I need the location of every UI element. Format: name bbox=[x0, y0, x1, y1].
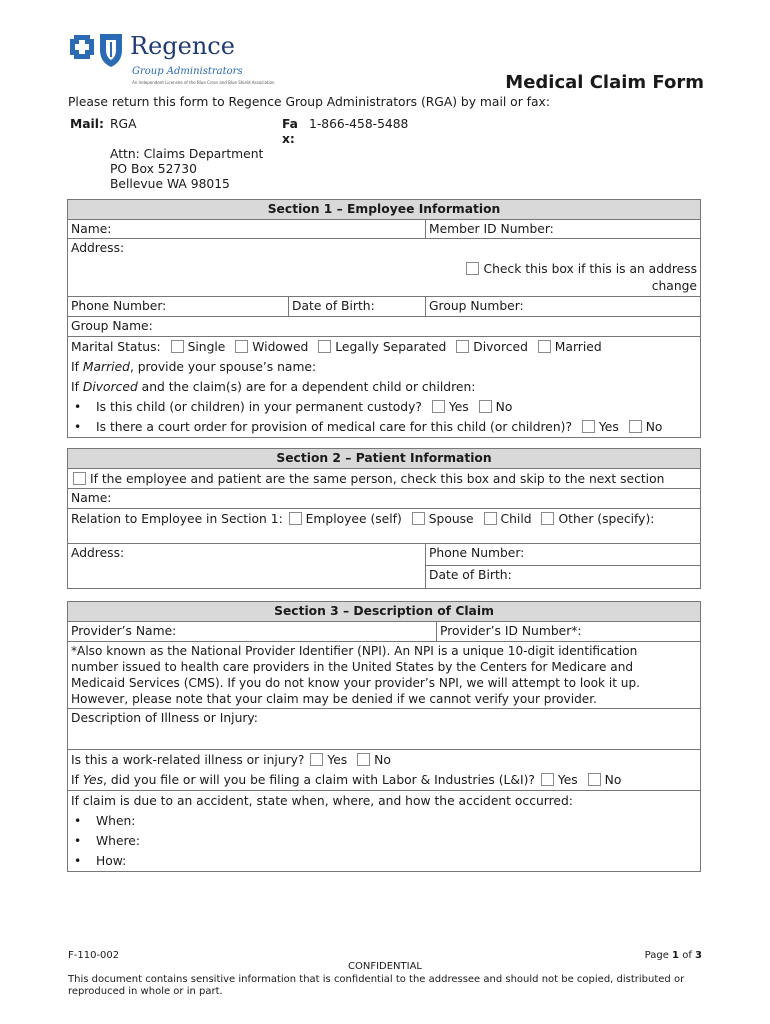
member-id-label: Member ID Number: bbox=[429, 222, 554, 236]
group-number-field[interactable] bbox=[425, 297, 700, 316]
provider-name-field[interactable] bbox=[68, 622, 436, 641]
spouse-prompt-text: , provide your spouse’s name: bbox=[129, 360, 317, 374]
employee-phone-label: Phone Number: bbox=[71, 299, 167, 313]
spouse-label: Spouse bbox=[428, 512, 474, 526]
child-checkbox[interactable] bbox=[484, 512, 497, 525]
court-order-question-text: Is there a court order for provision of medical care for this child (or children)? bbox=[96, 420, 572, 434]
no-label: No bbox=[645, 420, 663, 434]
member-id-field[interactable] bbox=[425, 220, 700, 238]
if-text: If bbox=[71, 360, 79, 374]
patient-dob-field[interactable] bbox=[426, 566, 700, 584]
mail-label: Mail: bbox=[70, 117, 104, 131]
patient-dob-label: Date of Birth: bbox=[429, 568, 512, 582]
spouse-name-prompt[interactable] bbox=[68, 357, 700, 377]
page-of: of bbox=[682, 950, 692, 961]
form-code: F-110-002 bbox=[68, 950, 120, 961]
npi-note-line: number issued to health care providers in the United States by the Centers for Medicare and bbox=[71, 660, 634, 674]
npi-note-line: However, please note that your claim may be denied if we cannot verify your provider. bbox=[71, 692, 597, 706]
section-1-title: Section 1 – Employee Information bbox=[68, 200, 700, 220]
widowed-label: Widowed bbox=[252, 340, 309, 354]
other-label: Other (specify): bbox=[558, 512, 655, 526]
accident-question: If claim is due to an accident, state when, where, and how the accident occurred: bbox=[71, 794, 573, 808]
patient-address-row bbox=[68, 544, 700, 588]
patient-address-label: Address: bbox=[71, 546, 125, 560]
no-label: No bbox=[604, 773, 622, 787]
work-related-yes-checkbox[interactable] bbox=[310, 753, 323, 766]
patient-contact-cell bbox=[425, 544, 700, 588]
section-2-title: Section 2 – Patient Information bbox=[68, 449, 700, 469]
patient-name-row bbox=[68, 489, 700, 509]
relation-label: Relation to Employee in Section 1: bbox=[71, 512, 283, 526]
accident-where-field[interactable] bbox=[68, 831, 700, 851]
employee-address-label: Address: bbox=[71, 241, 125, 255]
same-person-option bbox=[68, 469, 700, 489]
work-related-no-checkbox[interactable] bbox=[357, 753, 370, 766]
return-instructions: Please return this form to Regence Group Administrators (RGA) by mail or fax: bbox=[68, 95, 550, 109]
patient-name-field[interactable] bbox=[68, 489, 700, 508]
page-prefix: Page bbox=[644, 950, 669, 961]
section-3-title: Section 3 – Description of Claim bbox=[68, 602, 700, 622]
mail-line: PO Box 52730 bbox=[110, 162, 197, 176]
provider-name-label: Provider’s Name: bbox=[71, 624, 177, 638]
group-name-label: Group Name: bbox=[71, 319, 153, 333]
custody-question bbox=[68, 397, 700, 417]
legally-separated-checkbox[interactable] bbox=[318, 340, 331, 353]
work-related-question bbox=[68, 750, 700, 770]
li-no-checkbox[interactable] bbox=[588, 773, 601, 786]
divorced-prompt bbox=[68, 377, 700, 397]
legally-separated-label: Legally Separated bbox=[335, 340, 447, 354]
confidentiality-notice: This document contains sensitive information that is confidential to the addressee and should not be copied, distributed or reproduced in whole or in part. bbox=[68, 974, 685, 997]
divorced-word: Divorced bbox=[82, 380, 138, 394]
provider-id-field[interactable] bbox=[436, 622, 700, 641]
work-related-text: Is this a work-related illness or injury? bbox=[71, 753, 305, 767]
how-label: How: bbox=[96, 854, 127, 868]
patient-address-field[interactable] bbox=[68, 544, 425, 588]
work-related-row bbox=[68, 750, 700, 791]
li-claim-question bbox=[68, 770, 700, 790]
mail-address bbox=[110, 117, 263, 192]
relation-options bbox=[68, 509, 700, 529]
spouse-checkbox[interactable] bbox=[412, 512, 425, 525]
illness-description-label: Description of Illness or Injury: bbox=[71, 711, 258, 725]
no-label: No bbox=[495, 400, 513, 414]
li-claim-text: , did you file or will you be filing a claim with Labor & Industries (L&I)? bbox=[103, 773, 535, 787]
description-row bbox=[68, 709, 700, 750]
divorced-checkbox[interactable] bbox=[456, 340, 469, 353]
mail-line: Attn: Claims Department bbox=[110, 147, 264, 161]
patient-phone-label: Phone Number: bbox=[429, 546, 525, 560]
where-label: Where: bbox=[96, 834, 141, 848]
group-number-label: Group Number: bbox=[429, 299, 524, 313]
employee-self-label: Employee (self) bbox=[305, 512, 402, 526]
fax-label: Fax: bbox=[282, 117, 298, 146]
fax-number: 1-866-458-5488 bbox=[309, 117, 409, 131]
employee-phone-field[interactable] bbox=[68, 297, 288, 316]
address-change-label-cont: change bbox=[651, 279, 697, 293]
npi-note-line: *Also known as the National Provider Identifier (NPI). An NPI is a unique 10-digit identification bbox=[71, 644, 638, 658]
bullet-icon: • bbox=[74, 420, 82, 434]
illness-description-field[interactable] bbox=[68, 709, 700, 749]
address-change-option bbox=[460, 261, 697, 295]
npi-note-row bbox=[68, 642, 700, 709]
divorced-label: Divorced bbox=[473, 340, 528, 354]
regence-logo bbox=[70, 28, 275, 88]
marital-status-row bbox=[68, 337, 700, 357]
accident-block bbox=[68, 791, 700, 871]
provider-id-label: Provider’s ID Number*: bbox=[440, 624, 582, 638]
court-order-yes-checkbox[interactable] bbox=[582, 420, 595, 433]
brand-subtitle: Group Administrators bbox=[132, 66, 243, 77]
section-2-patient-information bbox=[67, 448, 701, 589]
child-label: Child bbox=[500, 512, 532, 526]
employee-address-field[interactable] bbox=[68, 239, 700, 296]
brand-name: Regence bbox=[130, 32, 235, 60]
address-change-checkbox[interactable] bbox=[466, 262, 479, 275]
page-indicator bbox=[560, 950, 702, 961]
page-total: 3 bbox=[695, 950, 702, 961]
custody-question-text: Is this child (or children) in your permanent custody? bbox=[96, 400, 422, 414]
provider-row bbox=[68, 622, 700, 642]
employee-dob-label: Date of Birth: bbox=[292, 299, 375, 313]
if-text: If bbox=[71, 380, 79, 394]
employee-address-row bbox=[68, 239, 700, 297]
mail-line: RGA bbox=[110, 117, 137, 131]
employee-self-checkbox[interactable] bbox=[289, 512, 302, 525]
address-change-label: Check this box if this is an address bbox=[483, 262, 697, 276]
yes-label: Yes bbox=[598, 420, 619, 434]
confidential-label: CONFIDENTIAL bbox=[347, 961, 422, 972]
patient-phone-field[interactable] bbox=[426, 544, 700, 566]
bullet-icon: • bbox=[74, 814, 82, 828]
li-yes-checkbox[interactable] bbox=[541, 773, 554, 786]
yes-word: Yes bbox=[82, 773, 104, 787]
same-person-label: If the employee and patient are the same person, check this box and skip to the next section bbox=[90, 472, 665, 486]
relation-row bbox=[68, 509, 700, 544]
mail-line bbox=[110, 132, 263, 147]
divorced-prompt-text: and the claim(s) are for a dependent child or children: bbox=[137, 380, 476, 394]
npi-note-line: Medicaid Services (CMS). If you do not know your provider’s NPI, we will attempt to look it up. bbox=[71, 676, 640, 690]
bullet-icon: • bbox=[74, 854, 82, 868]
accident-when-field[interactable] bbox=[68, 811, 700, 831]
form-title: Medical Claim Form bbox=[505, 72, 704, 93]
marital-status-block bbox=[68, 337, 700, 437]
brand-tagline: An Independent Licensee of the Blue Cross and Blue Shield Association bbox=[132, 80, 275, 85]
yes-label: Yes bbox=[557, 773, 578, 787]
yes-label: Yes bbox=[448, 400, 469, 414]
blue-cross-shield-icon bbox=[70, 28, 126, 68]
same-person-row bbox=[68, 469, 700, 489]
single-checkbox[interactable] bbox=[171, 340, 184, 353]
married-word: Married bbox=[82, 360, 130, 374]
patient-name-label: Name: bbox=[71, 491, 112, 505]
bullet-icon: • bbox=[74, 834, 82, 848]
widowed-checkbox[interactable] bbox=[235, 340, 248, 353]
if-text: If bbox=[71, 773, 79, 787]
mail-line: Bellevue WA 98015 bbox=[110, 177, 230, 191]
married-checkbox[interactable] bbox=[538, 340, 551, 353]
accident-how-field[interactable] bbox=[68, 851, 700, 871]
yes-label: Yes bbox=[327, 753, 348, 767]
page-number: 1 bbox=[672, 950, 680, 961]
custody-no-checkbox[interactable] bbox=[479, 400, 492, 413]
same-person-checkbox[interactable] bbox=[73, 472, 86, 485]
custody-yes-checkbox[interactable] bbox=[432, 400, 445, 413]
section-3-description-of-claim bbox=[67, 601, 701, 872]
employee-dob-field[interactable] bbox=[288, 297, 425, 316]
court-order-no-checkbox[interactable] bbox=[629, 420, 642, 433]
bullet-icon: • bbox=[74, 400, 82, 414]
when-label: When: bbox=[96, 814, 136, 828]
employee-name-field[interactable] bbox=[68, 220, 425, 238]
other-checkbox[interactable] bbox=[541, 512, 554, 525]
group-name-row bbox=[68, 317, 700, 337]
single-label: Single bbox=[187, 340, 226, 354]
npi-note bbox=[68, 642, 700, 708]
marital-status-label: Marital Status: bbox=[71, 340, 161, 354]
employee-name-row bbox=[68, 220, 700, 239]
group-name-field[interactable] bbox=[68, 317, 700, 336]
no-label: No bbox=[374, 753, 391, 767]
employee-name-label: Name: bbox=[71, 222, 112, 236]
section-1-employee-information bbox=[67, 199, 701, 438]
married-label: Married bbox=[554, 340, 602, 354]
employee-phone-row bbox=[68, 297, 700, 317]
court-order-question bbox=[68, 417, 700, 437]
